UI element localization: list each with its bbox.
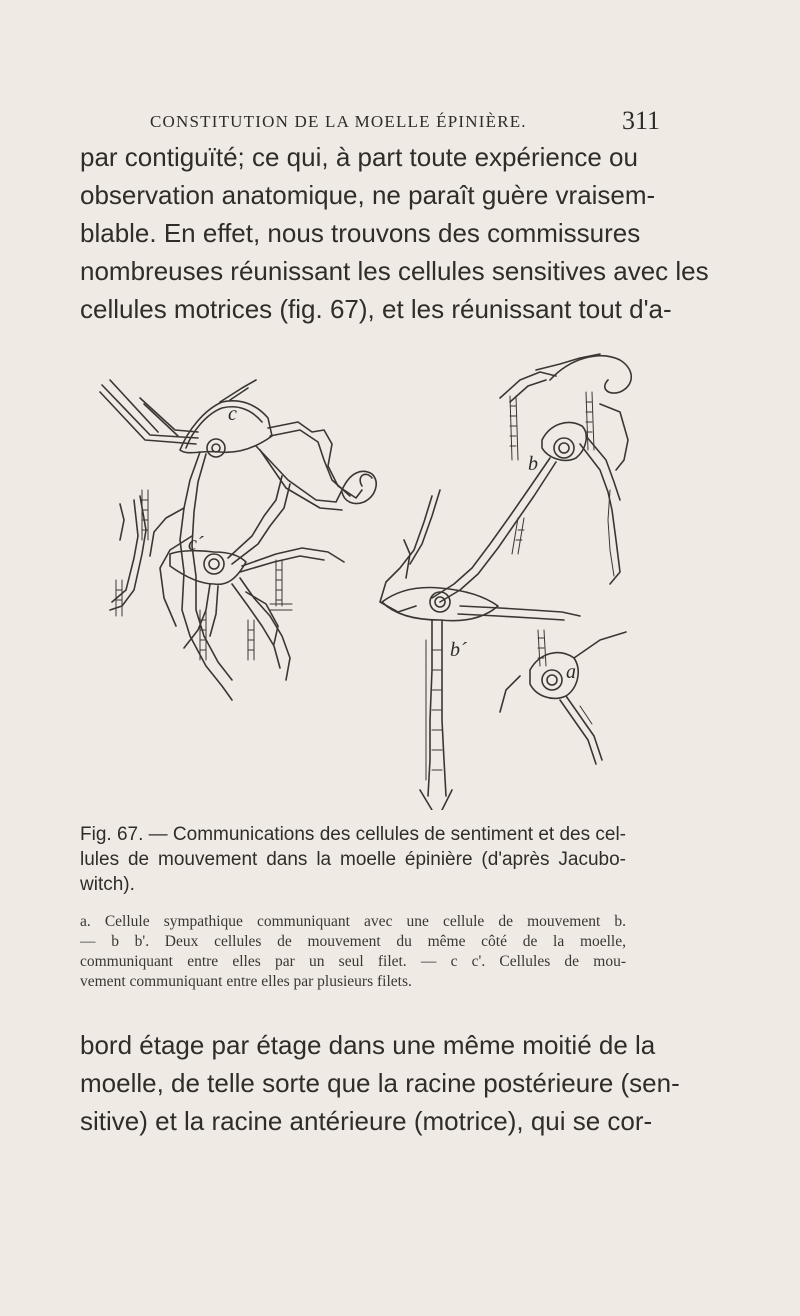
- caption-line: witch).: [80, 874, 135, 895]
- caption-line: Fig. 67. — Communications des cellules de sentiment et des cel-: [80, 824, 626, 845]
- text-line: nombreuses réunissant les cellules sensitives avec les: [80, 256, 709, 286]
- figure-label-a: a: [566, 661, 576, 683]
- page-number: 311: [621, 106, 660, 135]
- figure-label-b: b: [528, 453, 538, 475]
- text-line: bord étage par étage dans une même moitié de la: [80, 1030, 656, 1060]
- text-line: cellules motrices (fig. 67), et les réunissant tout d'a-: [80, 294, 672, 324]
- text-line: blable. En effet, nous trouvons des commissures: [80, 218, 641, 248]
- caption-line: lules de mouvement dans la moelle épinière (d'après Jacubo-: [80, 849, 626, 870]
- figure-label-c-prime: c´: [188, 533, 204, 555]
- text-line: par contiguïté; ce qui, à part toute expérience ou: [80, 142, 638, 172]
- left-neuron-drawing: [100, 380, 376, 700]
- running-head: [150, 104, 660, 138]
- figure-legend: [80, 912, 626, 992]
- text-line: moelle, de telle sorte que la racine postérieure (sen-: [80, 1068, 680, 1098]
- legend-line: vement communiquant entre elles par plusieurs filets.: [80, 973, 412, 990]
- legend-line: communiquant entre elles par un seul filet. — c c'. Cellules de mou-: [80, 953, 626, 970]
- figure-label-b-prime: b´: [450, 639, 467, 661]
- figure-caption: [80, 822, 626, 897]
- right-neuron-drawing: [380, 354, 631, 810]
- text-line: observation anatomique, ne paraît guère vraisem-: [80, 180, 656, 210]
- figure-67-illustration: [80, 340, 650, 810]
- paragraph-bottom: [80, 1026, 680, 1140]
- figure-label-c: c: [228, 403, 237, 425]
- text-line: sitive) et la racine antérieure (motrice), qui se cor-: [80, 1106, 653, 1136]
- legend-line: — b b'. Deux cellules de mouvement du même côté de la moelle,: [80, 933, 626, 950]
- running-title: CONSTITUTION DE LA MOELLE ÉPINIÈRE.: [150, 112, 527, 131]
- legend-line: a. Cellule sympathique communiquant avec une cellule de mouvement b.: [80, 913, 626, 930]
- paragraph-top: [80, 138, 709, 328]
